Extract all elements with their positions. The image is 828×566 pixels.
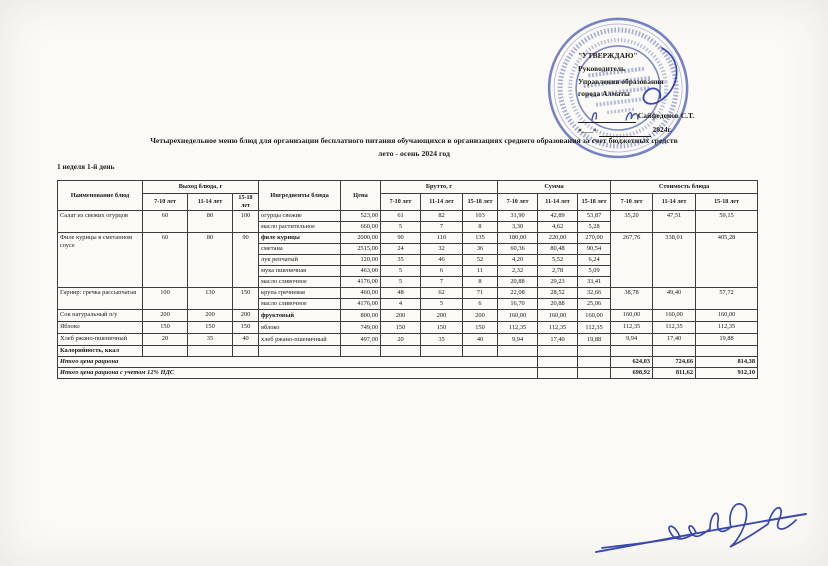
price-cell: 4176,00 xyxy=(341,277,381,288)
col-header-price: Цена xyxy=(341,181,381,211)
cost-cell: 160,00 xyxy=(696,310,758,322)
cost-cell: 35,20 xyxy=(611,211,653,233)
sum-cell: 112,35 xyxy=(538,322,578,334)
output-cell: 200 xyxy=(188,310,233,322)
dish-name-cell: Хлеб ржано-пшеничный xyxy=(58,334,143,346)
sum-cell: 16,70 xyxy=(498,299,538,310)
date-quotes: «___» xyxy=(578,124,597,134)
empty-cell xyxy=(498,346,538,357)
age-header: 11-14 лет xyxy=(653,194,696,211)
brutto-cell: 20 xyxy=(381,334,421,346)
output-cell: 35 xyxy=(188,334,233,346)
price-cell: 120,00 xyxy=(341,255,381,266)
sum-cell: 160,00 xyxy=(578,310,611,322)
ingredient-cell: хлеб ржано-пшеничный xyxy=(259,334,341,346)
brutto-cell: 5 xyxy=(381,266,421,277)
cost-cell: 19,88 xyxy=(696,334,758,346)
handwritten-signature xyxy=(592,490,812,562)
document-subtitle: лето - осень 2024 год xyxy=(378,149,450,158)
brutto-cell: 48 xyxy=(381,288,421,299)
total-price-row xyxy=(58,357,758,368)
ingredient-cell: крупа гречневая xyxy=(259,288,341,299)
sum-cell: 112,35 xyxy=(498,322,538,334)
total-label-cell: Итого цена рациона xyxy=(58,357,538,368)
price-cell: 2000,00 xyxy=(341,233,381,244)
brutto-cell: 5 xyxy=(421,299,463,310)
ingredient-cell: лук репчатый xyxy=(259,255,341,266)
table-header-age-row xyxy=(58,194,758,211)
brutto-cell: 52 xyxy=(463,255,498,266)
brutto-cell: 32 xyxy=(421,244,463,255)
empty-cell xyxy=(538,357,578,368)
brutto-cell: 24 xyxy=(381,244,421,255)
price-cell: 460,00 xyxy=(341,288,381,299)
cost-cell: 160,00 xyxy=(611,310,653,322)
sum-cell: 60,36 xyxy=(498,244,538,255)
sum-cell: 180,00 xyxy=(498,233,538,244)
cost-cell: 112,35 xyxy=(611,322,653,334)
sum-cell: 3,30 xyxy=(498,222,538,233)
empty-cell xyxy=(259,346,341,357)
brutto-cell: 71 xyxy=(463,288,498,299)
age-header: 11-14 лет xyxy=(538,194,578,211)
total-value-cell: 814,38 xyxy=(696,357,758,368)
brutto-cell: 62 xyxy=(421,288,463,299)
sum-cell: 20,88 xyxy=(498,277,538,288)
cost-cell: 47,51 xyxy=(653,211,696,233)
brutto-cell: 110 xyxy=(421,233,463,244)
dish-name-cell: Гарнир: гречка рассыпчатая xyxy=(58,288,143,310)
brutto-cell: 7 xyxy=(421,277,463,288)
brutto-cell: 6 xyxy=(463,299,498,310)
price-cell: 660,00 xyxy=(341,222,381,233)
total-value-cell: 624,03 xyxy=(611,357,653,368)
cost-cell: 338,01 xyxy=(653,233,696,288)
cost-cell: 49,40 xyxy=(653,288,696,310)
brutto-cell: 6 xyxy=(421,266,463,277)
brutto-cell: 4 xyxy=(381,299,421,310)
col-header-brutto: Брутто, г xyxy=(381,181,498,194)
empty-cell xyxy=(538,368,578,379)
age-header: 15-18 лет xyxy=(578,194,611,211)
empty-cell xyxy=(463,346,498,357)
col-header-output: Выход блюда, г xyxy=(143,181,259,194)
table-header-group-row xyxy=(58,181,758,194)
document-title: Четырехнедельное меню блюд для организации бесплатного питания обучающихся в организациях среднего образования за счет бюджетных средств xyxy=(150,136,678,145)
sum-cell: 5,09 xyxy=(578,266,611,277)
sum-cell: 9,94 xyxy=(498,334,538,346)
cost-cell: 160,00 xyxy=(653,310,696,322)
age-header: 15-18 лет xyxy=(463,194,498,211)
empty-cell xyxy=(233,346,259,357)
ingredient-row xyxy=(58,233,758,244)
empty-cell xyxy=(143,346,188,357)
empty-cell xyxy=(578,357,611,368)
total-value-cell: 698,92 xyxy=(611,368,653,379)
calories-row xyxy=(58,346,758,357)
empty-cell xyxy=(421,346,463,357)
week-day-label: 1 неделя 1-й день xyxy=(57,162,115,171)
price-cell: 4176,00 xyxy=(341,299,381,310)
price-cell: 2515,00 xyxy=(341,244,381,255)
col-header-cost: Стоимость блюда xyxy=(611,181,758,194)
ingredient-row xyxy=(58,334,758,346)
brutto-cell: 36 xyxy=(463,244,498,255)
brutto-cell: 7 xyxy=(421,222,463,233)
price-cell: 749,00 xyxy=(341,322,381,334)
dish-name-cell: Яблоко xyxy=(58,322,143,334)
brutto-cell: 90 xyxy=(381,233,421,244)
cost-cell: 38,78 xyxy=(611,288,653,310)
cost-cell: 57,72 xyxy=(696,288,758,310)
total-price-vat-row xyxy=(58,368,758,379)
ingredient-row xyxy=(58,322,758,334)
sum-cell: 112,35 xyxy=(578,322,611,334)
brutto-cell: 150 xyxy=(381,322,421,334)
sum-cell: 5,28 xyxy=(578,222,611,233)
approval-line1: Руководитель xyxy=(578,63,625,73)
brutto-cell: 8 xyxy=(463,222,498,233)
price-cell: 800,00 xyxy=(341,310,381,322)
output-cell: 100 xyxy=(233,211,259,233)
brutto-cell: 150 xyxy=(463,322,498,334)
ingredient-row xyxy=(58,288,758,299)
sum-cell: 29,23 xyxy=(538,277,578,288)
sum-cell: 160,00 xyxy=(498,310,538,322)
approval-line3: города Алматы xyxy=(578,89,630,99)
brutto-cell: 40 xyxy=(463,334,498,346)
dish-name-cell: Сок натуральный п/у xyxy=(58,310,143,322)
ingredient-cell: сметана xyxy=(259,244,341,255)
sum-cell: 4,20 xyxy=(498,255,538,266)
empty-cell xyxy=(381,346,421,357)
approver-name: Сайфеденов С.Т. xyxy=(637,111,695,121)
sum-cell: 32,66 xyxy=(578,288,611,299)
age-header: 15-18 лет xyxy=(233,194,259,211)
sum-cell: 90,54 xyxy=(578,244,611,255)
brutto-cell: 82 xyxy=(421,211,463,222)
handwritten-date-marks xyxy=(582,106,695,126)
ingredient-cell: масло растительное xyxy=(259,222,341,233)
age-header: 7-10 лет xyxy=(381,194,421,211)
total-value-cell: 811,62 xyxy=(653,368,696,379)
sum-cell: 19,88 xyxy=(578,334,611,346)
cost-cell: 9,94 xyxy=(611,334,653,346)
output-cell: 60 xyxy=(143,211,188,233)
empty-cell xyxy=(653,346,696,357)
sum-cell: 5,52 xyxy=(538,255,578,266)
age-header: 7-10 лет xyxy=(143,194,188,211)
output-cell: 100 xyxy=(143,288,188,310)
empty-cell xyxy=(578,368,611,379)
calories-label-cell: Калорийность, ккал xyxy=(58,346,143,357)
brutto-cell: 11 xyxy=(463,266,498,277)
cost-cell: 112,35 xyxy=(653,322,696,334)
ingredient-cell: масло сливочное xyxy=(259,277,341,288)
empty-cell xyxy=(188,346,233,357)
empty-cell xyxy=(578,346,611,357)
output-cell: 20 xyxy=(143,334,188,346)
sum-cell: 220,00 xyxy=(538,233,578,244)
sum-cell: 17,40 xyxy=(538,334,578,346)
total-value-cell: 912,10 xyxy=(696,368,758,379)
output-cell: 130 xyxy=(188,288,233,310)
empty-cell xyxy=(696,346,758,357)
sum-cell: 80,48 xyxy=(538,244,578,255)
brutto-cell: 200 xyxy=(381,310,421,322)
sum-cell: 4,62 xyxy=(538,222,578,233)
ingredient-row xyxy=(58,211,758,222)
output-cell: 150 xyxy=(188,322,233,334)
approval-year: 2024г. xyxy=(652,124,672,134)
dish-name-cell: Филе курицы в сметанном соусе xyxy=(58,233,143,288)
brutto-cell: 135 xyxy=(463,233,498,244)
output-cell: 40 xyxy=(233,334,259,346)
menu-table xyxy=(57,180,758,379)
ingredient-cell: мука пшеничная xyxy=(259,266,341,277)
price-cell: 463,00 xyxy=(341,266,381,277)
cost-cell: 112,35 xyxy=(696,322,758,334)
dish-name-cell: Салат из свежих огурцов xyxy=(58,211,143,233)
sum-cell: 2,78 xyxy=(538,266,578,277)
brutto-cell: 5 xyxy=(381,277,421,288)
sum-cell: 53,87 xyxy=(578,211,611,222)
brutto-cell: 46 xyxy=(421,255,463,266)
sum-cell: 31,90 xyxy=(498,211,538,222)
brutto-cell: 103 xyxy=(463,211,498,222)
age-header: 7-10 лет xyxy=(498,194,538,211)
sum-cell: 20,88 xyxy=(538,299,578,310)
total-label-cell: Итого цена рациона с учетом 12% НДС xyxy=(58,368,538,379)
total-value-cell: 724,66 xyxy=(653,357,696,368)
empty-cell xyxy=(538,346,578,357)
output-cell: 200 xyxy=(233,310,259,322)
cost-cell: 17,40 xyxy=(653,334,696,346)
cost-cell: 405,28 xyxy=(696,233,758,288)
cost-cell: 59,15 xyxy=(696,211,758,233)
age-header: 11-14 лет xyxy=(421,194,463,211)
age-header: 15-18 лет xyxy=(696,194,758,211)
ingredient-cell: огурцы свежие xyxy=(259,211,341,222)
output-cell: 150 xyxy=(233,322,259,334)
empty-cell xyxy=(341,346,381,357)
price-cell: 523,00 xyxy=(341,211,381,222)
output-cell: 90 xyxy=(233,233,259,288)
brutto-cell: 35 xyxy=(381,255,421,266)
brutto-cell: 61 xyxy=(381,211,421,222)
sum-cell: 42,89 xyxy=(538,211,578,222)
price-cell: 497,00 xyxy=(341,334,381,346)
cost-cell: 267,76 xyxy=(611,233,653,288)
col-header-sum: Сумма xyxy=(498,181,611,194)
sum-cell: 22,08 xyxy=(498,288,538,299)
age-header: 11-14 лет xyxy=(188,194,233,211)
col-header-dish-name: Наименование блюд xyxy=(58,181,143,211)
approval-line2: Управления образования xyxy=(578,76,664,86)
output-cell: 150 xyxy=(143,322,188,334)
ingredient-row xyxy=(58,310,758,322)
ingredient-cell: масло сливочное xyxy=(259,299,341,310)
output-cell: 80 xyxy=(188,233,233,288)
col-header-ingredients: Ингредиенты блюда xyxy=(259,181,341,211)
sum-cell: 270,00 xyxy=(578,233,611,244)
sum-cell: 6,24 xyxy=(578,255,611,266)
ingredient-cell: филе курицы xyxy=(259,233,341,244)
sum-cell: 28,52 xyxy=(538,288,578,299)
sum-cell: 160,00 xyxy=(538,310,578,322)
brutto-cell: 35 xyxy=(421,334,463,346)
age-header: 7-10 лет xyxy=(611,194,653,211)
brutto-cell: 200 xyxy=(421,310,463,322)
brutto-cell: 200 xyxy=(463,310,498,322)
brutto-cell: 8 xyxy=(463,277,498,288)
brutto-cell: 5 xyxy=(381,222,421,233)
brutto-cell: 150 xyxy=(421,322,463,334)
output-cell: 150 xyxy=(233,288,259,310)
output-cell: 200 xyxy=(143,310,188,322)
approval-title: "УТВЕРЖДАЮ" xyxy=(578,51,638,60)
output-cell: 80 xyxy=(188,211,233,233)
ingredient-cell: яблоко xyxy=(259,322,341,334)
empty-cell xyxy=(611,346,653,357)
sum-cell: 33,41 xyxy=(578,277,611,288)
ingredient-cell: фруктовый xyxy=(259,310,341,322)
sum-cell: 25,06 xyxy=(578,299,611,310)
sum-cell: 2,32 xyxy=(498,266,538,277)
output-cell: 60 xyxy=(143,233,188,288)
